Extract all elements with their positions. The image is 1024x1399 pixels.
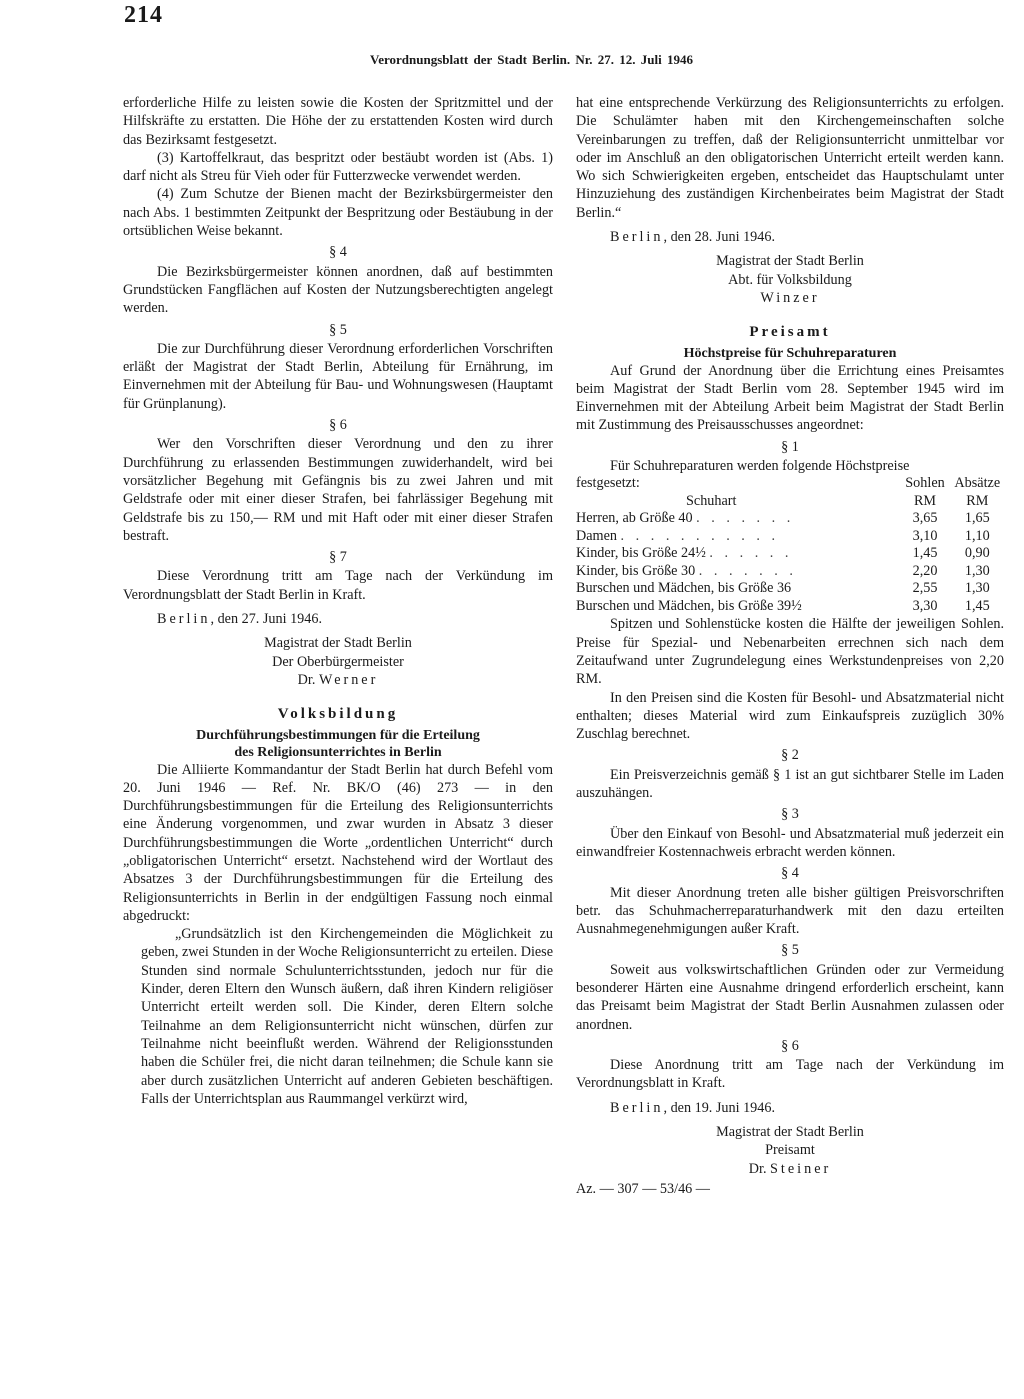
- section-heading: Volksbildung: [277, 706, 399, 723]
- subheading: Höchstpreise für Schuhreparaturen: [683, 345, 897, 361]
- column-header-absaetze: Absätze: [954, 475, 1001, 492]
- paragraph: Diese Anordnung tritt am Tage nach der Verkündung im Verordnungsblatt in Kraft.: [576, 1057, 1004, 1092]
- leader-dots: . . . . . . .: [696, 510, 795, 527]
- column-header-schuhart: Schuhart: [686, 492, 737, 509]
- table-header-row: [576, 475, 1004, 493]
- table-cell: [576, 598, 899, 616]
- row-label: Burschen und Mädchen, bis Größe 39½: [576, 597, 802, 614]
- date-text: , den 27. Juni 1946.: [210, 611, 322, 628]
- paragraph: (4) Zum Schutze der Bienen macht der Bezirksbürgermeister den nach Abs. 1 bestimmten Zeitpunkt der Bespritzung oder Bestäubung in der ortsüblichen Weise bekannt.: [123, 186, 553, 240]
- subheading: Durchführungsbestimmungen für die Erteilung: [196, 727, 480, 743]
- table-cell: 1,45: [912, 545, 938, 562]
- table-cell: [576, 563, 899, 581]
- paragraph: Die zur Durchführung dieser Verordnung erforderlichen Vorschriften erläßt der Magistrat der Stadt Berlin, Abteilung für Ernährung, im Einvernehmen mit der Abteilung für Bau- und Wohnungswesen (Hauptamt für Grünplanung).: [123, 340, 553, 412]
- table-cell: 2,55: [912, 580, 938, 597]
- table-cell: [576, 580, 899, 598]
- table-cell: 1,10: [964, 527, 990, 544]
- signature-line: Magistrat der Stadt Berlin: [264, 635, 412, 652]
- name: Werner: [318, 671, 379, 688]
- row-label: Herren, ab Größe 40: [576, 510, 693, 527]
- leader-dots: . . . . . .: [709, 545, 793, 562]
- paragraph: Spitzen und Sohlenstücke kosten die Hälfte der jeweiligen Sohlen. Preise für Spezial- und Nebenarbeiten errechnen sich nach dem Zeitaufwand unter Zugrundelegung eines Werkstundenpreises von 2,20 RM.: [576, 616, 1004, 688]
- row-label: Burschen und Mädchen, bis Größe 36: [576, 580, 792, 597]
- section-mark: § 4: [329, 244, 347, 261]
- paragraph: Mit dieser Anordnung treten alle bisher gültigen Preisvorschriften betr. das Schuhmacherreparaturhandwerk mit den dazu erteilten Ausnahmegenehmigungen außer Kraft.: [576, 884, 1004, 938]
- signature-line: Abt. für Volksbildung: [728, 271, 852, 288]
- date-text: , den 19. Juni 1946.: [663, 1099, 775, 1116]
- name: Steiner: [770, 1160, 832, 1177]
- paragraph: hat eine entsprechende Verkürzung des Religionsunterrichts zu erfolgen. Die Schulämter haben mit den Kirchengemeinschaften solche Vereinbarungen zu treffen, daß der Religionsunterricht unmittelbar vor oder im Anschluß an den obligatorischen Unterricht erteilt werden kann. Wo sich Schwierigkeiten ergeben, entscheidet das Hauptschulamt unter Hinzuziehung des zuständigen Kirchenbeirates beim Magistrat der Stadt Berlin.“: [576, 95, 1004, 221]
- place-date-line: [123, 610, 553, 628]
- column-header-sohlen: Sohlen: [905, 475, 945, 492]
- section-mark: § 5: [329, 321, 347, 338]
- table-header-row: [576, 493, 1004, 511]
- place-date-line: [576, 228, 1004, 246]
- left-column: [123, 94, 553, 1108]
- signature-line: Der Oberbürgermeister: [272, 653, 404, 670]
- table-cell: 3,65: [912, 510, 938, 527]
- table-cell: 3,30: [912, 597, 938, 614]
- table-cell: 3,10: [912, 527, 938, 544]
- row-label: Damen: [576, 527, 617, 544]
- paragraph: Die Alliierte Kommandantur der Stadt Berlin hat durch Befehl vom 20. Juni 1946 — Ref. Nr. BK/O (46) 273 — in den Durchführungsbestimmungen für die Erteilung des Religionsunterrichts eine Änderung vorgenommen, und zwar wurden in Absatz 3 dieser Durchführungsbestimmungen die Worte „ordentlichen Unterricht“ durch „obligatorischen Unterricht“ ersetzt. Nachstehend wird der Wortlaut des Absatzes 3 der Durchführungsbestimmungen für die Erteilung des Religionsunterrichts in Berlin in der endgültigen Fassung noch einmal abgedruckt:: [123, 761, 553, 924]
- paragraph: Wer den Vorschriften dieser Verordnung und den zu ihrer Durchführung zu erlassenden Bestimmungen zuwiderhandelt, wird bei vorsätzlicher Begehung mit Gefängnis bis zu zwei Jahren und mit Geldstrafe oder mit einer dieser Strafen, bei fahrlässiger Begehung mit Geldstrafe bis zu 150,— RM und mit Haft oder mit einer dieser Strafen bestraft.: [123, 436, 553, 544]
- signature-name: Winzer: [760, 289, 820, 306]
- place-word: Berlin: [157, 611, 211, 628]
- quoted-paragraph: „Grundsätzlich ist den Kirchengemeinden die Möglichkeit zu geben, zwei Stunden in der Woche Religionsunterricht zu erteilen. Diese Stunden sind normale Schulunterrichtsstunden, jedoch nur für die Kinder, deren Eltern den Wunsch äußern, daß ihren Kindern religiöser Unterricht erteilt werden soll. Die Kinder, deren Eltern solche Teilnahme an dem Religionsunterricht nicht wünschen, dürfen zur Teilnahme nicht beeinflußt werden. Während der Religionsstunden haben die Schüler frei, die nicht daran teilnehmen; die Schule kann sie aber durch zusätzlichen Unterricht auf anderen Gebieten beschäftigen. Falls der Unterrichtsplan aus Raummangel verkürzt wird,: [141, 926, 553, 1107]
- page-number: 214: [124, 2, 163, 28]
- section-mark: § 3: [781, 806, 799, 823]
- paragraph: Über den Einkauf von Besohl- und Absatzmaterial muß jederzeit ein einwandfreier Kostennachweis erbracht werden können.: [576, 825, 1004, 860]
- section-heading: Preisamt: [749, 324, 831, 341]
- table-row: [576, 598, 1004, 616]
- unit-label: RM: [966, 492, 989, 509]
- section-mark: § 6: [329, 417, 347, 434]
- signature-name: [576, 1160, 1004, 1178]
- running-header: Verordnungsblatt der Stadt Berlin. Nr. 27. 12. Juli 1946: [370, 52, 693, 67]
- table-cell: 2,20: [912, 562, 938, 579]
- date-text: , den 28. Juni 1946.: [663, 229, 775, 246]
- paragraph: Ein Preisverzeichnis gemäß § 1 ist an gut sichtbarer Stelle im Laden auszuhängen.: [576, 766, 1004, 802]
- place-date-line: [576, 1099, 1004, 1117]
- table-cell: 0,90: [964, 545, 990, 562]
- table-label: festgesetzt:: [576, 475, 640, 492]
- subheading: des Religionsunterrichtes in Berlin: [234, 744, 442, 760]
- table-row: [576, 580, 1004, 598]
- right-column: [576, 94, 1004, 1198]
- row-label: Kinder, bis Größe 24½: [576, 545, 706, 562]
- section-mark: § 6: [781, 1037, 799, 1054]
- section-mark: § 1: [781, 438, 799, 455]
- row-label: Kinder, bis Größe 30: [576, 562, 696, 579]
- table-row: [576, 563, 1004, 581]
- paragraph: erforderliche Hilfe zu leisten sowie die Kosten der Spritzmittel und der Hilfskräfte zu erstatten. Die Höhe der zu erstattenden Kosten wird durch das Bezirksamt festgesetzt.: [123, 95, 553, 148]
- signature-line: Magistrat der Stadt Berlin: [716, 253, 864, 270]
- title: Dr.: [297, 671, 316, 688]
- table-cell: 1,30: [964, 562, 990, 579]
- table-row: [576, 545, 1004, 563]
- table-cell: 1,45: [964, 597, 990, 614]
- paragraph: Für Schuhreparaturen werden folgende Höchstpreise: [610, 458, 910, 475]
- table-row: [576, 510, 1004, 528]
- paragraph: Auf Grund der Anordnung über die Errichtung eines Preisamtes beim Magistrat der Stadt Berlin vom 28. September 1945 wird im Einvernehmen mit der Abteilung Arbeit beim Magistrat der Stadt Berlin mit Zustimmung des Preisausschusses angeordnet:: [576, 362, 1004, 434]
- table-row: [576, 528, 1004, 546]
- paragraph: (3) Kartoffelkraut, das bespritzt oder bestäubt worden ist (Abs. 1) darf nicht als Streu für Vieh oder für Futterzwecke verwendet werden.: [123, 149, 553, 185]
- paragraph: In den Preisen sind die Kosten für Besohl- und Absatzmaterial nicht enthalten; dieses Material wird zum Einkaufspreis zuzüglich 30% Zuschlag berechnet.: [576, 689, 1004, 743]
- table-cell: [576, 545, 899, 563]
- signature-line: Preisamt: [765, 1142, 815, 1159]
- reference-number: Az. — 307 — 53/46 —: [576, 1180, 710, 1197]
- table-cell: [576, 510, 899, 528]
- table-cell: [576, 528, 899, 546]
- unit-label: RM: [913, 492, 937, 509]
- section-mark: § 4: [781, 865, 799, 882]
- signature-name: [123, 671, 553, 689]
- title: Dr.: [748, 1160, 767, 1177]
- section-mark: § 5: [781, 942, 799, 959]
- leader-dots: . . . . . . .: [698, 562, 797, 579]
- section-mark: § 2: [781, 747, 799, 764]
- paragraph: Die Bezirksbürgermeister können anordnen, daß auf bestimmten Grundstücken Fangflächen auf Kosten der Nutzungsberechtigten angelegt werden.: [123, 263, 553, 317]
- table-cell: 1,65: [964, 510, 990, 527]
- table-cell: 1,30: [964, 580, 990, 597]
- place-word: Berlin: [610, 229, 664, 246]
- leader-dots: . . . . . . . . . . .: [620, 527, 780, 544]
- signature-line: Magistrat der Stadt Berlin: [716, 1124, 864, 1141]
- paragraph: Diese Verordnung tritt am Tage nach der Verkündung im Verordnungsblatt der Stadt Berlin in Kraft.: [123, 568, 553, 603]
- section-mark: § 7: [329, 549, 347, 566]
- paragraph: Soweit aus volkswirtschaftlichen Gründen oder zur Vermeidung besonderer Härten eine Ausnahme dringend erforderlich erscheint, kann das Preisamt beim Magistrat der Stadt Berlin Ausnahmen zulassen oder anordnen.: [576, 961, 1004, 1033]
- place-word: Berlin: [610, 1099, 664, 1116]
- price-table: [576, 475, 1004, 615]
